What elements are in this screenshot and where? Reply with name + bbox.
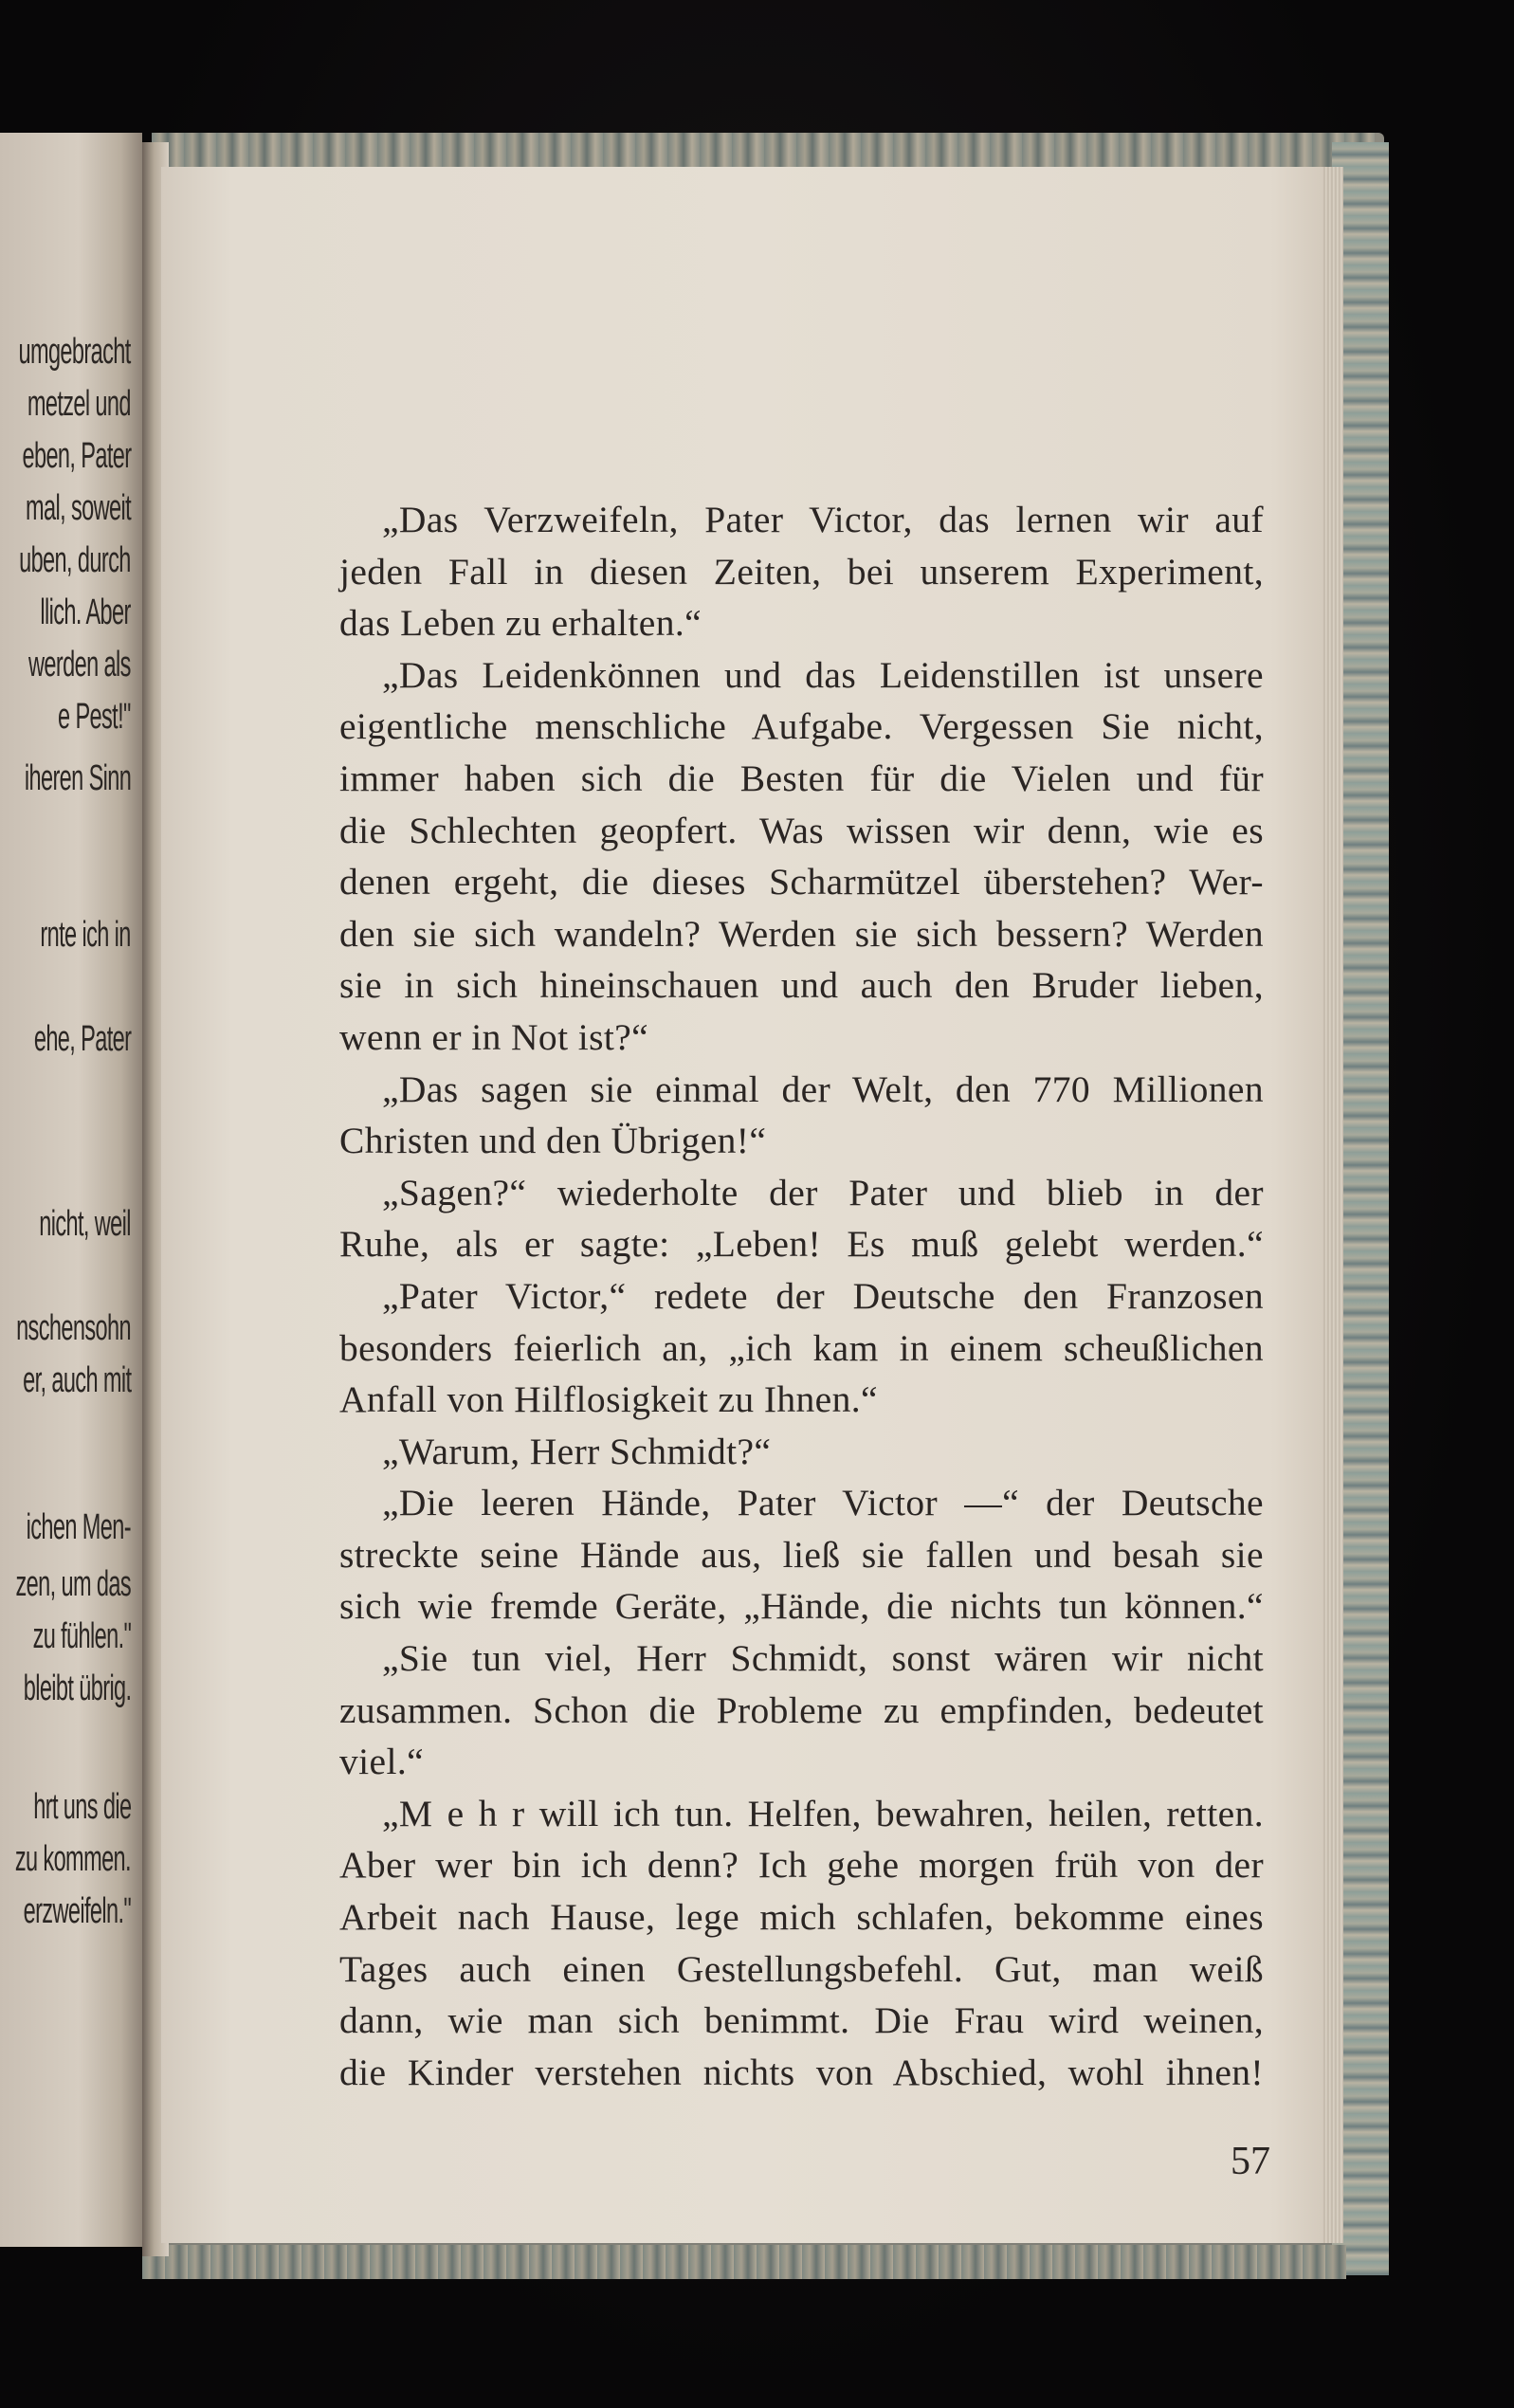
left-page-line: hrt uns die bbox=[32, 1787, 131, 1827]
text-line: Tages auch einen Gestellungsbefehl. Gut, man weiß bbox=[339, 1947, 1264, 1990]
text-line: streckte seine Hände aus, ließ sie fallen und besah sie bbox=[339, 1533, 1264, 1576]
text-line: immer haben sich die Besten für die Vielen und für bbox=[339, 757, 1264, 799]
text-line: „M e h r will ich tun. Helfen, bewahren, heilen, retten. bbox=[382, 1792, 1264, 1834]
left-page-line: werden als bbox=[28, 645, 131, 684]
left-page-line: eben, Pater bbox=[21, 436, 131, 476]
left-page bbox=[0, 133, 142, 2247]
left-page-line: llich. Aber bbox=[40, 593, 131, 632]
text-line: sie in sich hineinschauen und auch den Bruder lieben, bbox=[339, 964, 1264, 1007]
text-line: „Warum, Herr Schmidt?“ bbox=[382, 1430, 772, 1472]
text-line: „Sie tun viel, Herr Schmidt, sonst wären wir nicht bbox=[382, 1637, 1264, 1680]
book-page bbox=[161, 167, 1341, 2243]
left-page-line: iheren Sinn bbox=[24, 758, 131, 798]
text-line: sich wie fremde Geräte, „Hände, die nichts tun können.“ bbox=[339, 1585, 1264, 1628]
text-line: „Das sagen sie einmal der Welt, den 770 Millionen bbox=[382, 1067, 1264, 1110]
text-line: viel.“ bbox=[339, 1741, 425, 1783]
left-page-line: zu fühlen." bbox=[32, 1616, 131, 1656]
left-page-line: zen, um das bbox=[15, 1564, 131, 1604]
text-line: „Das Leidenkönnen und das Leidenstillen ist unsere bbox=[382, 653, 1264, 696]
left-page-line: ehe, Pater bbox=[33, 1019, 131, 1059]
left-page-line: zu kommen. bbox=[14, 1839, 131, 1879]
left-page-line: umgebracht bbox=[18, 332, 131, 372]
left-page-line: uben, durch bbox=[19, 540, 131, 580]
text-line: Aber wer bin ich denn? Ich gehe morgen früh von der bbox=[339, 1844, 1264, 1887]
book-cover-bottom-edge bbox=[142, 2245, 1346, 2279]
left-page-line: erzweifeln." bbox=[23, 1891, 131, 1931]
text-line: Christen und den Übrigen!“ bbox=[339, 1120, 767, 1162]
text-line: zusammen. Schon die Probleme zu empfinden, bedeutet bbox=[339, 1688, 1264, 1731]
text-line: die Schlechten geopfert. Was wissen wir denn, wie es bbox=[339, 809, 1264, 851]
text-line: die Kinder verstehen nichts von Abschied, wohl ihnen! bbox=[339, 2051, 1264, 2093]
text-line: den sie sich wandeln? Werden sie sich bessern? Werden bbox=[339, 912, 1264, 955]
text-line: Arbeit nach Hause, lege mich schlafen, bekomme eines bbox=[339, 1896, 1264, 1939]
text-line: „Das Verzweifeln, Pater Victor, das lernen wir auf bbox=[382, 499, 1264, 540]
text-line: Anfall von Hilflosigkeit zu Ihnen.“ bbox=[339, 1378, 878, 1421]
text-line: „Die leeren Hände, Pater Victor —“ der Deutsche bbox=[382, 1482, 1264, 1524]
left-page-line: metzel und bbox=[27, 384, 131, 424]
text-line: das Leben zu erhalten.“ bbox=[339, 602, 702, 645]
text-line: wenn er in Not ist?“ bbox=[339, 1015, 649, 1058]
page-block-edges bbox=[1322, 167, 1343, 2243]
text-line: besonders feierlich an, „ich kam in einem scheußlichen bbox=[339, 1326, 1264, 1369]
text-line: „Pater Victor,“ redete der Deutsche den Franzosen bbox=[382, 1274, 1264, 1317]
text-line: „Sagen?“ wiederholte der Pater und blieb in der bbox=[382, 1171, 1264, 1213]
left-page-line: e Pest!" bbox=[58, 697, 131, 737]
page-number: 57 bbox=[1231, 2140, 1270, 2183]
text-line: Ruhe, als er sagte: „Leben! Es muß gelebt werden.“ bbox=[339, 1223, 1264, 1266]
text-line: denen ergeht, die dieses Scharmützel überstehen? Wer- bbox=[339, 861, 1264, 903]
text-line: dann, wie man sich benimmt. Die Frau wird weinen, bbox=[339, 1999, 1264, 2042]
left-page-line: nicht, weil bbox=[39, 1204, 131, 1244]
text-line: jeden Fall in diesen Zeiten, bei unserem Experiment, bbox=[339, 550, 1264, 593]
left-page-line: bleibt übrig. bbox=[23, 1669, 131, 1708]
left-page-line: rnte ich in bbox=[40, 915, 131, 955]
left-page-line: er, auch mit bbox=[22, 1360, 131, 1400]
page-text bbox=[339, 494, 1264, 2098]
text-line: eigentliche menschliche Aufgabe. Vergessen Sie nicht, bbox=[339, 705, 1264, 748]
left-page-line: nschensohn bbox=[16, 1308, 131, 1348]
left-page-line: ichen Men- bbox=[26, 1507, 131, 1547]
left-page-line: mal, soweit bbox=[25, 488, 131, 528]
